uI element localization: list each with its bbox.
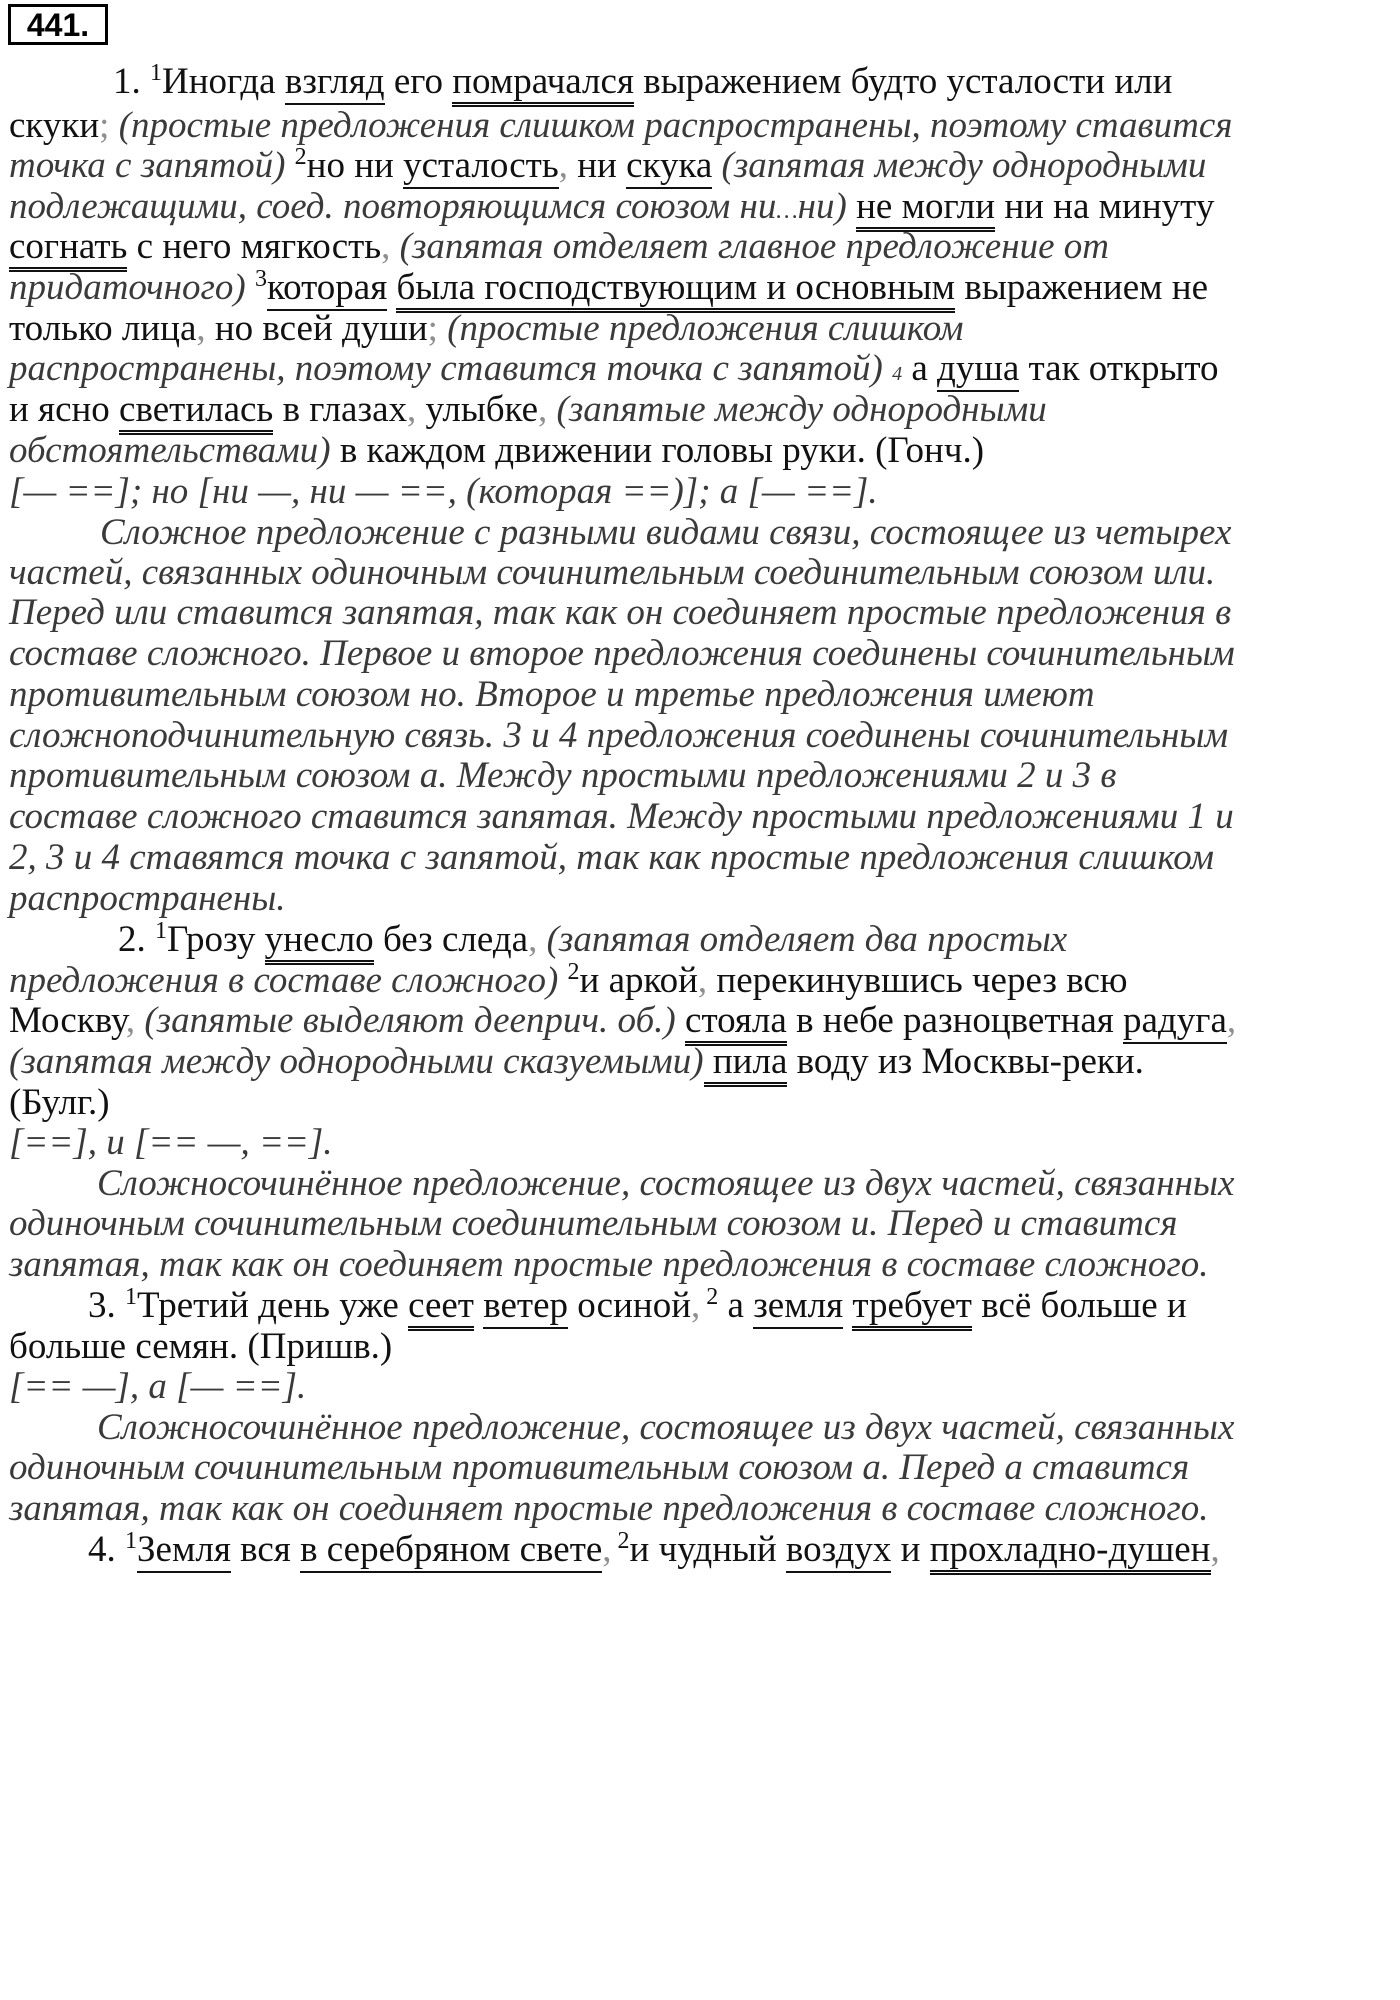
item-1-explanation-6: сложноподчинительную связь. 3 и 4 предложения соединены сочинительным [9, 715, 1229, 756]
item-4-line-1: 4. $^1$Земля вся в серебряном свете, $^2$и чудный воздух и прохладно-душен, [88, 1527, 1220, 1577]
predicate: сеет [408, 1285, 474, 1331]
item-1-explanation-8: составе сложного ставится запятая. Между простыми предложениями 1 и [9, 796, 1234, 837]
item-1-line-7: только лица, но всей души; (простые предложения слишком [9, 308, 964, 349]
item-1-explanation-2: частей, связанных одиночным сочинительным соединительным союзом или. [9, 552, 1216, 593]
item-1-line-1: 1. $^1$Иногда взгляд его помрачался выражением будто усталости или [113, 59, 1172, 109]
item-number: 1. [113, 61, 141, 102]
predicate: пила [704, 1041, 788, 1087]
item-1-explanation-1: Сложное предложение с разными видами связи, состоящее из четырех [100, 512, 1232, 553]
item-2-explanation-1: Сложносочинённое предложение, состоящее из двух частей, связанных [97, 1163, 1235, 1204]
item-2-line-2: предложения в составе сложного) $^2$и аркой, перекинувшись через всю [9, 959, 1128, 1001]
item-1-explanation-5: противительным союзом но. Второе и третье предложения имеют [9, 674, 1095, 715]
item-2-explanation-2: одиночным сочинительным соединительным союзом и. Перед и ставится [9, 1203, 1178, 1244]
item-1-line-3: точка с запятой) $^2$но ни усталость, ни скука (запятая между однородными [9, 143, 1206, 193]
item-1-explanation-7: противительным союзом а. Между простыми предложениями 2 и 3 в [9, 755, 1117, 796]
item-3-scheme: [== —], а [— ==]. [9, 1366, 307, 1407]
item-1-explanation-4: составе сложного. Первое и второе предложения соединены сочинительным [9, 633, 1235, 674]
item-1-explanation-10: распространены. [9, 878, 286, 919]
item-1-scheme: [— ==]; но [ни —, ни — ==, (которая ==)]; а [— ==]. [9, 471, 878, 512]
item-2-line-4: (запятая между однородными сказуемыми) пила воду из Москвы-реки. [9, 1039, 1144, 1085]
predicate: согнать [9, 226, 127, 272]
subject: земля [753, 1285, 843, 1329]
predicate: была господствующим и основным [396, 267, 955, 313]
item-1-line-2: скуки; (простые предложения слишком распространены, поэтому ставится [9, 105, 1233, 146]
predicate: помрачался [452, 61, 634, 107]
item-3-explanation-1: Сложносочинённое предложение, состоящее из двух частей, связанных [97, 1407, 1235, 1448]
item-1-explanation-9: 2, 3 и 4 ставятся точка с запятой, так как простые предложения слишком [9, 837, 1214, 878]
item-2-line-5: (Булг.) [9, 1082, 110, 1123]
modifier: в серебряном свете [300, 1529, 602, 1573]
subject: ветер [483, 1285, 568, 1329]
predicate: не могли [856, 186, 995, 232]
predicate: стояла [685, 1000, 787, 1046]
subject: которая [267, 267, 387, 311]
item-1-line-8: распространены, поэтому ставится точка с запятой) 4 а душа так открыто [9, 346, 1219, 397]
item-number: 2. [118, 919, 146, 960]
item-1-line-6: придаточного) $^3$которая была господствующим и основным выражением не [9, 265, 1208, 315]
item-number: 4. [88, 1529, 116, 1570]
item-1-line-4: подлежащими, соед. повторяющимся союзом ни…ни) не могли ни на минуту [9, 184, 1214, 234]
item-number: 3. [88, 1285, 116, 1326]
item-2-line-3: Москву, (запятые выделяют дееприч. об.) стояла в небе разноцветная радуга, [9, 998, 1236, 1044]
item-3-explanation-3: запятая, так как он соединяет простые предложения в составе сложного. [9, 1488, 1209, 1529]
subject: душа [937, 348, 1019, 392]
subject: взгляд [285, 61, 385, 105]
item-3-line-2: больше семян. (Пришв.) [9, 1326, 393, 1367]
item-2-explanation-3: запятая, так как он соединяет простые предложения в составе сложного. [9, 1244, 1209, 1285]
predicate: требует [852, 1285, 972, 1331]
predicate: прохладно-душен [930, 1529, 1211, 1575]
predicate: унесло [265, 919, 374, 965]
exercise-number: 441. [8, 4, 108, 45]
subject: радуга [1123, 1000, 1227, 1044]
item-1-explanation-3: Перед или ставится запятая, так как он соединяет простые предложения в [9, 592, 1232, 633]
subject: Земля [137, 1529, 231, 1573]
item-1-line-10: обстоятельствами) в каждом движении головы руки. (Гонч.) [9, 430, 985, 471]
predicate: светилась [119, 389, 273, 435]
item-2-line-1: 2. $^1$Грозу унесло без следа, (запятая отделяет два простых [118, 917, 1067, 967]
subject: скука [626, 145, 712, 189]
item-3-explanation-2: одиночным сочинительным противительным союзом а. Перед а ставится [9, 1447, 1190, 1488]
subject: усталость [403, 145, 559, 189]
item-1-line-5: согнать с него мягкость, (запятая отделяет главное предложение от [9, 224, 1109, 270]
item-2-scheme: [==], и [== —, ==]. [9, 1122, 333, 1163]
subject: воздух [786, 1529, 892, 1573]
item-3-line-1: 3. $^1$Третий день уже сеет ветер осиной, $^2$ а земля требует всё больше и [88, 1283, 1187, 1333]
item-1-line-9: и ясно светилась в глазах, улыбке, (запятые между однородными [9, 387, 1047, 433]
